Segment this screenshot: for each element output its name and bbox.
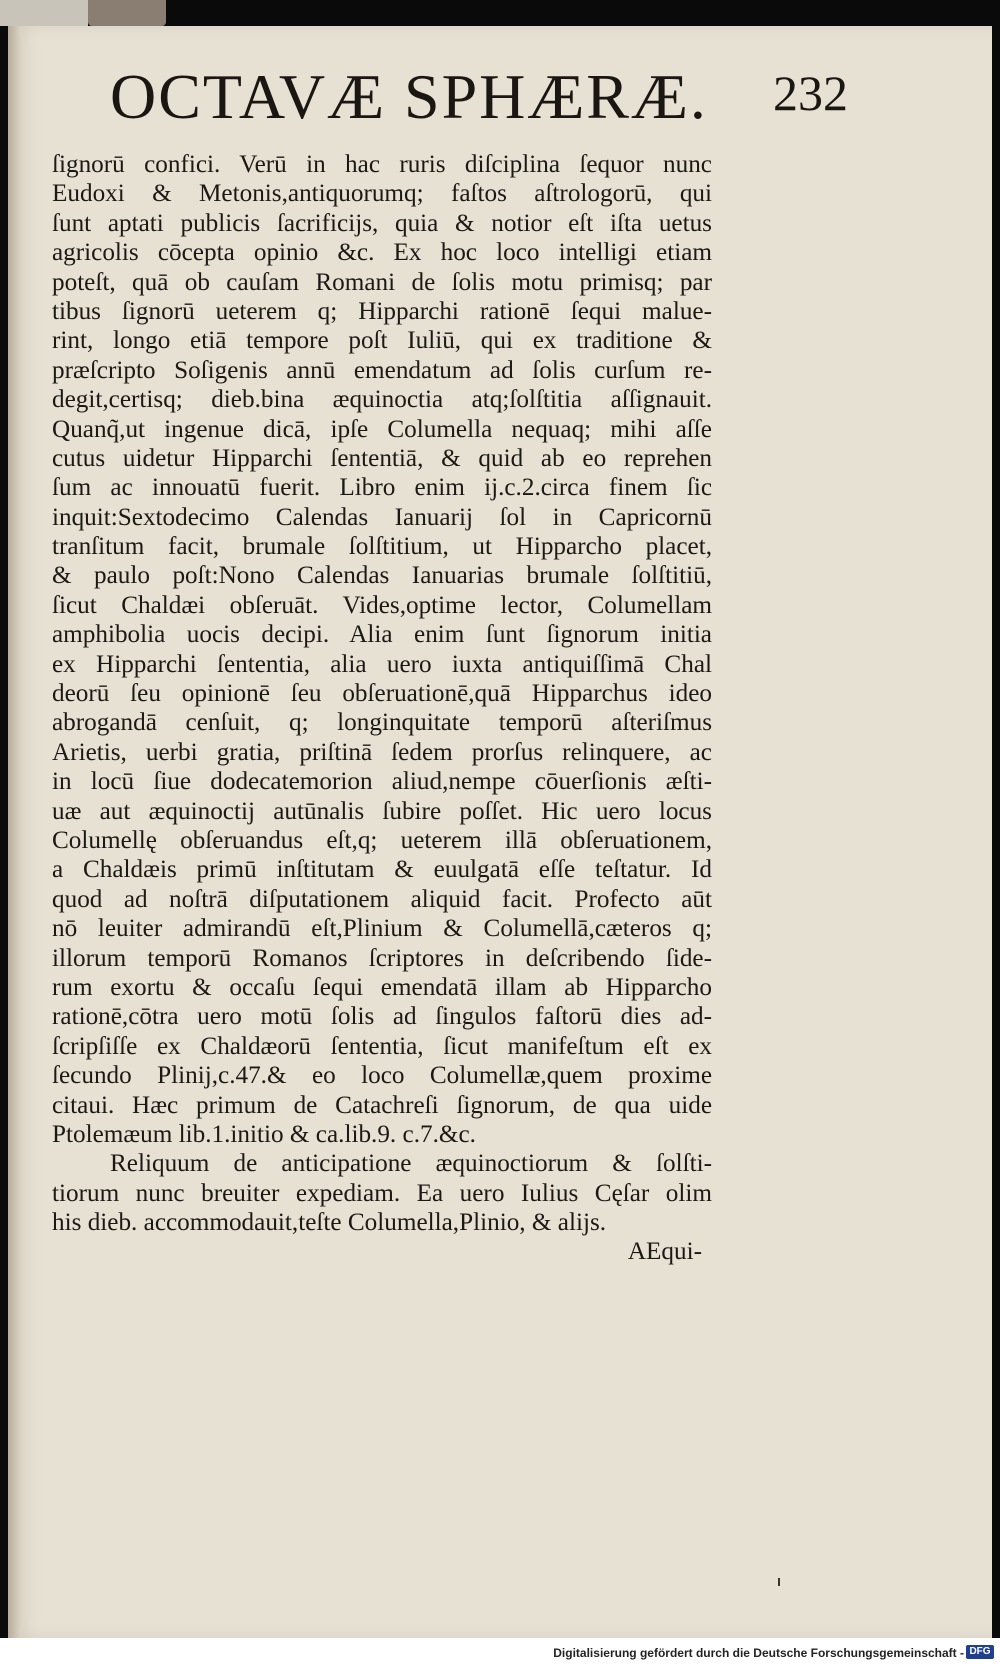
text-line: Ptolemæum lib.1.initio & ca.lib.9. c.7.&c. — [52, 1120, 476, 1148]
text-line: nō leuiter admirandū eſt,Plinium & Columellā,cæteros q; — [52, 915, 712, 943]
text-line: ſum ac innouatū fuerit. Libro enim ij.c.2.circa finem ſic — [52, 474, 712, 502]
text-line: agricolis cōcepta opinio &c. Ex hoc loco intelligi etiam — [52, 239, 712, 267]
text-line: ex Hipparchi ſententia, alia uero iuxta antiquiſſimā Chal — [52, 650, 712, 678]
text-line: amphibolia uocis decipi. Alia enim ſunt ſignorum initia — [52, 621, 712, 649]
text-line: ſicut Chaldæi obſeruāt. Vides,optime lector, Columellam — [52, 591, 712, 619]
text-line: abrogandā cenſuit, q; longinquitate temporū aſteriſmus — [52, 709, 712, 737]
text-line: rationē,cōtra uero motū ſolis ad ſingulos faſtorū dies ad- — [52, 1003, 712, 1031]
page-header — [110, 60, 848, 150]
text-line: inquit:Sextodecimo Calendas Ianuarij ſol in Capricornū — [52, 503, 712, 531]
text-line: uæ aut æquinoctij autūnalis ſubire poſſet. Hic uero locus — [52, 797, 712, 825]
text-line: Reliquum de anticipatione æquinoctiorum & ſolſti- — [110, 1150, 712, 1178]
text-line: quod ad noſtrā diſputationem aliquid facit. Profecto aūt — [52, 885, 712, 913]
text-line: a Chaldæis primū inſtitutam & euulgatā eſſe teſtatur. Id — [52, 856, 712, 884]
text-line: poteſt, quā ob cauſam Romani de ſolis motu primisq; par — [52, 268, 712, 296]
scan-background-strip — [0, 0, 88, 26]
text-line: citaui. Hæc primum de Catachreſi ſignorum, de qua uide — [52, 1091, 712, 1119]
running-head: OCTAVÆ SPHÆRÆ. — [110, 61, 708, 132]
text-line: & paulo poſt:Nono Calendas Ianuarias brumale ſolſtitiū, — [52, 562, 712, 590]
text-line: rum exortu & occaſu ſequi emendatā illam ab Hipparcho — [52, 973, 712, 1001]
text-line: ſcripſiſſe ex Chaldæorū ſententia, ſicut manifeſtum eſt ex — [52, 1032, 712, 1060]
text-line: Columellę obſeruandus eſt,q; ueterem illā obſeruationem, — [52, 826, 712, 854]
text-line: tranſitum facit, brumale ſolſtitium, ut Hipparcho placet, — [52, 533, 712, 561]
text-line: in locū ſiue dodecatemorion aliud,nempe cōuerſionis æſti- — [52, 768, 712, 796]
text-line: deorū ſeu opinionē ſeu obſeruationē,quā Hipparchus ideo — [52, 680, 712, 708]
dfg-logo-icon: DFG — [966, 1645, 994, 1659]
text-line: rint, longo etiā tempore poſt Iuliū, qui ex traditione & — [52, 327, 712, 355]
text-line: ſunt aptati publicis ſacrificijs, quia & notior eſt iſta uetus — [52, 209, 712, 237]
body-text — [52, 150, 712, 1267]
text-line: tibus ſignorū ueterem q; Hipparchi rationē ſequi malue- — [52, 297, 712, 325]
text-line: præſcripto Soſigenis annū emendatum ad ſolis curſum re- — [52, 356, 712, 384]
page-gutter-shadow — [8, 26, 22, 1638]
text-line: degit,certisq; dieb.bina æquinoctia atq;ſolſtitia aſſignauit. — [52, 386, 712, 414]
text-line: his dieb. accommodauit,teſte Columella,Plinio, & alijs. — [52, 1209, 607, 1237]
text-line: cutus uidetur Hipparchi ſententiā, & quid ab eo reprehen — [52, 444, 712, 472]
text-line: tiorum nunc breuiter expediam. Ea uero Iulius Cęſar olim — [52, 1179, 712, 1207]
text-line: ſecundo Plinij,c.47.& eo loco Columellæ,quem proxime — [52, 1062, 712, 1090]
page-number: 232 — [773, 65, 848, 121]
text-line: AEqui- — [627, 1238, 702, 1266]
text-line: illorum temporū Romanos ſcriptores in deſcribendo ſide- — [52, 944, 712, 972]
text-line: Eudoxi & Metonis,antiquorumq; faſtos aſtrologorū, qui — [52, 180, 712, 208]
digitization-credit: Digitalisierung gefördert durch die Deutsche Forschungsgemeinschaft - — [553, 1646, 964, 1660]
book-ribbon-tab — [88, 0, 166, 26]
text-line: ſignorū confici. Verū in hac ruris diſciplina ſequor nunc — [52, 151, 712, 178]
text-line: Quanq̃,ut ingenue dicā, ipſe Columella nequaq; mihi aſſe — [52, 415, 712, 443]
text-line: Arietis, uerbi gratia, priſtinā ſedem prorſus relinquere, ac — [52, 738, 712, 766]
ink-speck — [778, 1578, 780, 1586]
